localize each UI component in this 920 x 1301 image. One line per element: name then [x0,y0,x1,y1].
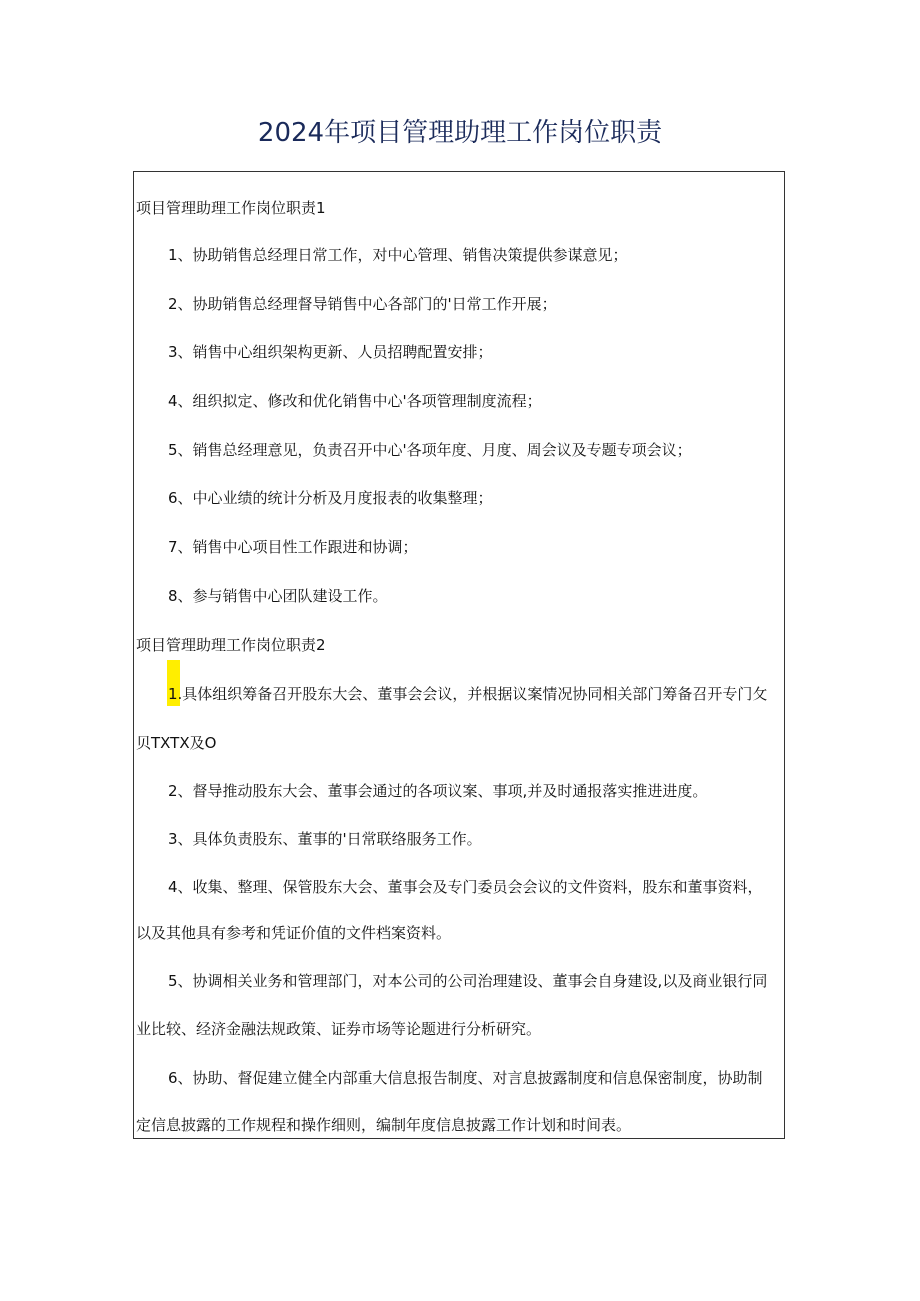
section1-item-2: 2、协助销售总经理督导销售中心各部门的'日常工作开展； [168,295,557,313]
section2-item-5-line2: 业比较、经济金融法规政策、证券市场等论题进行分析研究。 [136,1020,542,1038]
section2-item-3: 3、具体负责股东、董事的'日常联络服务工作。 [168,830,482,848]
section1-item-8: 8、参与销售中心团队建设工作。 [168,587,388,605]
section2-item-2: 2、督导推动股东大会、董事会通过的各项议案、事项,并及时通报落实推进进度。 [168,782,708,800]
section2-item-4-line2: 以及其他具有参考和凭证价值的文件档案资料。 [136,924,452,942]
section2-item-1-line1: 1.具体组织筹备召开股东大会、董事会会议，并根据议案情况协同相关部门筹备召开专门攵 [168,685,768,703]
section2-heading: 项目管理助理工作岗位职责2 [136,636,326,654]
section1-item-7: 7、销售中心项目性工作跟进和协调； [168,538,418,556]
section1-item-4: 4、组织拟定、修改和优化销售中心'各项管理制度流程； [168,392,542,410]
section1-item-5: 5、销售总经理意见，负责召开中心'各项年度、月度、周会议及专题专项会议； [168,441,692,459]
section1-item-6: 6、中心业绩的统计分析及月度报表的收集整理； [168,489,493,507]
section1-item-1: 1、协助销售总经理日常工作，对中心管理、销售决策提供参谋意见； [168,246,628,264]
document-title: 2024年项目管理助理工作岗位职责 [257,118,663,148]
section2-item-4-line1: 4、收集、整理、保管股东大会、董事会及专门委员会会议的文件资料，股东和董事资料， [168,878,763,896]
section2-item-5-line1: 5、协调相关业务和管理部门，对本公司的公司治理建设、董事会自身建设,以及商业银行同 [168,972,768,990]
section1-item-3: 3、销售中心组织架构更新、人员招聘配置安排； [168,343,493,361]
section2-item-6-line1: 6、协助、督促建立健全内部重大信息报告制度、对言息披露制度和信息保密制度，协助制 [168,1069,763,1087]
section2-item-1-line2: 贝TXTX及O [136,734,217,752]
content-box [133,171,785,1139]
section1-heading: 项目管理助理工作岗位职责1 [136,199,326,217]
section2-item-6-line2: 定信息披露的工作规程和操作细则，编制年度信息披露工作计划和时间表。 [136,1116,632,1134]
